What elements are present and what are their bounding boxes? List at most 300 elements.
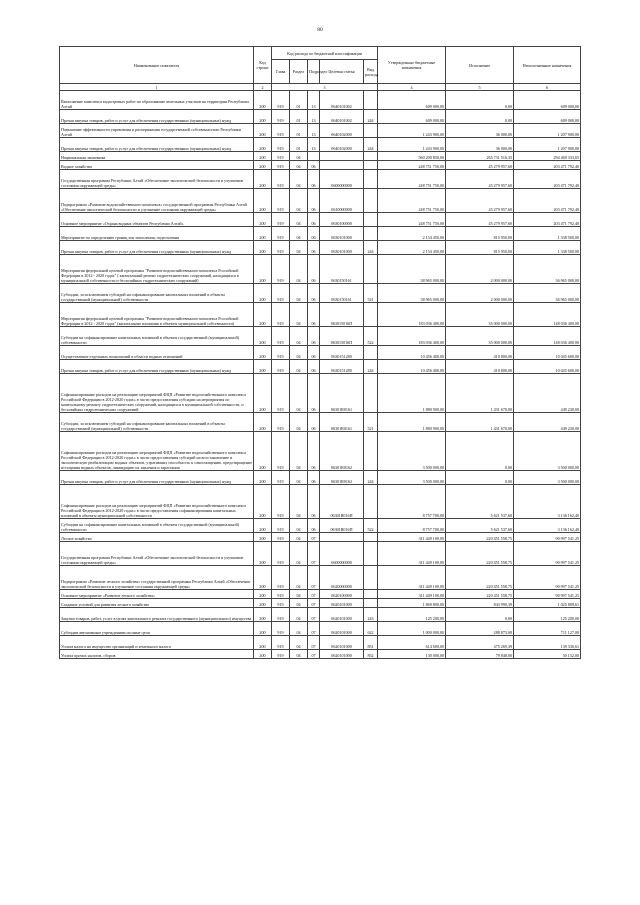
table-row [60,152,581,161]
row-razdel: 04 [290,374,308,413]
row-podrazdel: 06 [308,360,320,374]
header-razdel: Раздел [290,60,308,84]
row-name: Повышение эффективности управления и распоряжения государственной собственностью Республики Алтай [60,124,254,138]
row-target-item: 0600000000 [320,170,364,189]
row-name: Субсидии, за исключением субсидий на софинансирование капитальных вложений в объекты государственной (муниципальной) собственности [60,284,254,303]
row-approved: 248 751 750,00 [378,189,446,213]
row-expense-type [364,124,378,138]
row-name: Закупка товаров, работ, услуг в целях капитального ремонта государственного (муниципального) имущества [60,608,254,622]
row-glava: 919 [272,161,290,170]
row-razdel: 04 [290,170,308,189]
row-razdel: 04 [290,213,308,227]
row-glava: 919 [272,241,290,255]
row-unexecuted: 1 338 500,00 [514,241,581,255]
row-target-item: 06301R0161 [320,413,364,432]
row-approved: 1 243 900,00 [378,138,446,152]
row-podrazdel: 13 [308,110,320,124]
row-executed: 35 000 000,00 [446,327,514,346]
row-unexecuted: 609 000,00 [514,110,581,124]
row-unexecuted: 36 965 000,00 [514,284,581,303]
row-glava: 919 [272,622,290,636]
row-approved: 183 036 400,00 [378,327,446,346]
row-glava: 919 [272,255,290,284]
row-podrazdel: 06 [308,213,320,227]
row-glava: 919 [272,213,290,227]
row-unexecuted: 1 025 809,61 [514,599,581,608]
row-target-item: 0640101002 [320,91,364,110]
row-name: Мероприятия федеральной целевой программы "Развитие водохозяйственного комплекса Российской Федерации в 2012 - 2020 годах" ( капитальный ремонт гидротехнических сооружений, находящихся в муниципальной собственности и бесхозяйных гидротехнических сооружений) [60,255,254,284]
row-approved: 1 000 000,00 [378,622,446,636]
row-podrazdel: 06 [308,432,320,471]
row-target-item: 0640102000 [320,138,364,152]
row-target-item: 0630150161 [320,284,364,303]
row-name: Подпрограмма «Развитие водохозяйственного комплекса» государственной программы Республики Алтай «Обеспечение экологической безопасности и улучшение состояния окружающей среды» [60,189,254,213]
row-line-code: 200 [254,432,272,471]
row-unexecuted: 148 036 400,00 [514,327,581,346]
row-podrazdel: 06 [308,374,320,413]
row-name: Подпрограмма «Развитие лесного хозяйства» государственной программы Республики Алтай «Обеспечение экологической безопасности и улучшение состояния окружающей среды» [60,566,254,590]
row-executed: 45 279 957,60 [446,170,514,189]
row-target-item: 0630101000 [320,227,364,241]
row-glava: 919 [272,138,290,152]
row-podrazdel: 06 [308,255,320,284]
table-row [60,327,581,346]
row-name: Государственная программа Республики Алтай «Обеспечение экологической безопасности и улучшение состояния окружающей среды» [60,542,254,566]
row-name: Лесное хозяйство [60,533,254,542]
row-razdel: 01 [290,91,308,110]
row-podrazdel: 06 [308,241,320,255]
header-name: Наименование показателя [60,47,254,84]
row-expense-type [364,599,378,608]
row-approved: 2 154 450,00 [378,227,446,241]
row-glava: 919 [272,374,290,413]
row-executed: 288 873,00 [446,622,514,636]
row-glava: 919 [272,413,290,432]
row-executed: 410 800,00 [446,346,514,360]
row-unexecuted: 10 045 600,00 [514,360,581,374]
row-target-item: 0620000000 [320,566,364,590]
row-glava: 919 [272,170,290,189]
row-line-code: 200 [254,241,272,255]
row-approved: 248 751 750,00 [378,170,446,189]
row-unexecuted: 3 500 000,00 [514,471,581,485]
row-unexecuted: 3 500 000,00 [514,432,581,471]
row-glava: 919 [272,284,290,303]
column-number: 1 [60,84,254,91]
row-executed: 1 431 670,00 [446,374,514,413]
row-glava: 919 [272,542,290,566]
table-row [60,374,581,413]
row-target-item: 0630151280 [320,346,364,360]
row-razdel: 04 [290,303,308,327]
row-target-item: 063015016П [320,327,364,346]
row-name: Основное мероприятие «Развитие лесного хозяйства» [60,590,254,599]
row-expense-type [364,303,378,327]
row-approved: 183 036 400,00 [378,303,446,327]
row-podrazdel: 06 [308,284,320,303]
row-expense-type [364,161,378,170]
row-podrazdel: 06 [308,519,320,533]
row-name: Субсидии на софинансирование капитальных вложений в объекты государственной (муниципальной) собственности [60,327,254,346]
header-glava: Глава [272,60,290,84]
row-expense-type [364,542,378,566]
column-number: 4 [378,84,446,91]
table-row [60,471,581,485]
row-expense-type [364,170,378,189]
table-row [60,110,581,124]
column-number: 2 [254,84,272,91]
header-approved: Утвержденные бюджетные назначения [378,47,446,84]
table-row [60,485,581,519]
row-approved: 311 449 100,00 [378,533,446,542]
row-expense-type [364,566,378,590]
table-row [60,566,581,590]
row-expense-type [364,590,378,599]
row-expense-type [364,189,378,213]
row-approved: 248 751 750,00 [378,161,446,170]
row-name: Прочая закупка товаров, работ и услуг для обеспечения государственных (муниципальных) нужд [60,110,254,124]
row-podrazdel: 07 [308,533,320,542]
row-approved: 8 757 700,00 [378,485,446,519]
row-executed: 2 000 000,00 [446,255,514,284]
row-name: Софинансирование расходов на реализацию мероприятий ФЦП «Развитие водохозяйственного комплекса Российской Федерации в 2012-2020 годах» в части предоставления субсидий на восстановление и экологическую реабилитацию водных объектов, утративших способность к самоочищению, предотвращение истощения водных объектов, ликвидацию их заиления и зарастания [60,432,254,471]
row-target-item [320,161,364,170]
row-name: Софинансирование расходов на реализацию мероприятий ФЦП «Развитие водохозяйственного комплекса Российской Федерации в 2012-2020 годах» в части предоставления субсидии на мероприятия по капитальному ремонту гидротехнических сооружений, находящихся в муниципальной собственности, и бесхозяйных гидротехнических сооружений [60,374,254,413]
row-executed: 0,00 [446,432,514,471]
row-target-item: 06301R016П [320,519,364,533]
row-line-code: 200 [254,161,272,170]
row-target-item: 06301R016П [320,485,364,519]
row-line-code: 200 [254,636,272,650]
row-name: Субсидии, за исключением субсидий на софинансирование капитальных вложений в объекты государственной (муниципальной) собственности [60,413,254,432]
row-glava: 919 [272,227,290,241]
row-expense-type [364,346,378,360]
row-line-code: 200 [254,124,272,138]
row-podrazdel: 13 [308,91,320,110]
table-row [60,124,581,138]
row-expense-type [364,152,378,161]
table-row [60,432,581,471]
row-target-item: 0620101000 [320,608,364,622]
table-row [60,622,581,636]
row-glava: 919 [272,124,290,138]
row-expense-type: 243 [364,608,378,622]
row-razdel: 04 [290,413,308,432]
row-razdel: 04 [290,346,308,360]
row-executed: 410 800,00 [446,360,514,374]
header-unexecuted: Неисполненные назначения [514,47,581,84]
row-expense-type: 521 [364,284,378,303]
row-glava: 919 [272,485,290,519]
row-razdel: 04 [290,471,308,485]
row-unexecuted: 90 997 541,25 [514,542,581,566]
row-line-code: 200 [254,471,272,485]
row-line-code: 200 [254,327,272,346]
page-number: 80 [317,27,323,33]
row-glava: 919 [272,636,290,650]
row-executed: 475 269,39 [446,636,514,650]
row-executed: 45 279 957,60 [446,213,514,227]
row-glava: 919 [272,432,290,471]
row-line-code: 200 [254,608,272,622]
column-number: 6 [514,84,581,91]
table-row [60,533,581,542]
row-glava: 919 [272,519,290,533]
row-expense-type: 244 [364,241,378,255]
row-razdel: 04 [290,485,308,519]
row-executed: 2 000 000,00 [446,284,514,303]
header-line-code: Код строки [254,47,272,84]
column-number: 5 [446,84,514,91]
row-executed: 5 621 537,60 [446,519,514,533]
row-executed: 36 000,00 [446,138,514,152]
row-line-code: 200 [254,413,272,432]
row-executed: 815 950,00 [446,241,514,255]
row-approved: 130 000,00 [378,650,446,659]
row-razdel: 04 [290,599,308,608]
row-expense-type [364,91,378,110]
row-approved: 609 000,00 [378,91,446,110]
row-line-code: 200 [254,138,272,152]
row-executed: 1 431 670,00 [446,413,514,432]
row-name: Софинансирование расходов на реализацию мероприятий ФЦП «Развитие водохозяйственного комплекса Российской Федерации в 2012-2020 годах» в части предоставления софинансирования капитальных вложений в объекты муниципальной собственности [60,485,254,519]
row-line-code: 200 [254,650,272,659]
row-line-code: 200 [254,599,272,608]
table-row [60,608,581,622]
row-razdel: 04 [290,650,308,659]
row-approved: 248 751 750,00 [378,213,446,227]
row-expense-type [364,255,378,284]
table-row [60,189,581,213]
row-approved: 560 200 850,00 [378,152,446,161]
row-target-item: 0610000000 [320,189,364,213]
table-row [60,255,581,284]
row-approved: 3 500 000,00 [378,432,446,471]
row-target-item: 0620101000 [320,636,364,650]
row-razdel: 04 [290,590,308,599]
row-unexecuted: 3 136 162,40 [514,519,581,533]
row-executed: 45 279 957,60 [446,189,514,213]
row-approved: 38 965 000,00 [378,284,446,303]
header-podrazdel: Подраздел [308,60,320,84]
row-razdel: 04 [290,622,308,636]
row-name: Прочая закупка товаров, работ и услуг для обеспечения государственных (муниципальных) нужд [60,138,254,152]
row-unexecuted: 148 036 400,00 [514,303,581,327]
row-unexecuted: 203 471 792,40 [514,161,581,170]
row-target-item: 0630101000 [320,241,364,255]
row-approved: 1 880 900,00 [378,413,446,432]
row-podrazdel: 06 [308,170,320,189]
row-target-item: 0620101000 [320,622,364,636]
row-unexecuted: 203 471 792,40 [514,189,581,213]
row-target-item: 0620101000 [320,599,364,608]
row-target-item: 0620100000 [320,590,364,599]
row-podrazdel: 06 [308,303,320,327]
row-glava: 919 [272,608,290,622]
row-line-code: 200 [254,485,272,519]
row-razdel: 04 [290,255,308,284]
row-executed: 0,00 [446,471,514,485]
row-unexecuted: 609 000,00 [514,91,581,110]
header-expense-type: Вид расхода [364,60,378,84]
table-row [60,346,581,360]
row-executed: 220 451 558,75 [446,566,514,590]
row-unexecuted: 203 471 792,40 [514,213,581,227]
row-razdel: 04 [290,284,308,303]
row-line-code: 200 [254,152,272,161]
row-target-item: 06301R0162 [320,471,364,485]
row-podrazdel: 06 [308,413,320,432]
row-glava: 919 [272,110,290,124]
row-glava: 919 [272,590,290,599]
row-executed: 843 990,39 [446,599,514,608]
row-unexecuted: 125 200,00 [514,608,581,622]
table-row [60,284,581,303]
table-row [60,161,581,170]
row-line-code: 200 [254,346,272,360]
row-line-code: 200 [254,255,272,284]
row-name: Водное хозяйство [60,161,254,170]
table-row [60,636,581,650]
table-row [60,519,581,533]
row-line-code: 200 [254,622,272,636]
row-unexecuted: 10 045 600,00 [514,346,581,360]
row-executed: 79 848,00 [446,650,514,659]
row-podrazdel: 07 [308,542,320,566]
row-razdel: 04 [290,189,308,213]
row-name: Создание условий для развития лесного хозяйства [60,599,254,608]
row-expense-type: 852 [364,650,378,659]
row-razdel: 04 [290,519,308,533]
row-executed: 220 451 558,75 [446,590,514,599]
row-approved: 1 880 900,00 [378,374,446,413]
row-expense-type [364,374,378,413]
row-approved: 614 600,00 [378,636,446,650]
table-row [60,241,581,255]
row-approved: 311 449 100,00 [378,542,446,566]
row-podrazdel: 07 [308,566,320,590]
table-row [60,170,581,189]
row-podrazdel: 06 [308,189,320,213]
row-target-item: 063015016П [320,303,364,327]
row-executed: 815 950,00 [446,227,514,241]
row-target-item: 0620101000 [320,650,364,659]
row-approved: 10 456 400,00 [378,346,446,360]
column-number: 3 [272,84,378,91]
row-executed: 0,00 [446,91,514,110]
row-name: Мероприятия федеральной целевой программы "Развитие водохозяйственного комплекса Российской Федерации в 2012 - 2020 годах" (капитальные вложения в объекты муниципальной собственности) [60,303,254,327]
row-glava: 919 [272,152,290,161]
row-unexecuted: 1 338 500,00 [514,227,581,241]
row-razdel: 04 [290,636,308,650]
row-approved: 311 449 100,00 [378,590,446,599]
table-row [60,91,581,110]
row-approved: 1 869 800,00 [378,599,446,608]
row-name: Прочая закупка товаров, работ и услуг для обеспечения государственных (муниципальных) нужд [60,360,254,374]
row-podrazdel: 07 [308,599,320,608]
row-line-code: 200 [254,519,272,533]
row-unexecuted: 711 127,00 [514,622,581,636]
row-name: Выполнение комплекса кадастровых работ по образованию земельных участков на территории Республики Алтай [60,91,254,110]
row-podrazdel [308,152,320,161]
row-name: Осуществление отдельных полномочий в области водных отношений [60,346,254,360]
row-approved: 125 200,00 [378,608,446,622]
row-razdel: 04 [290,327,308,346]
row-razdel: 04 [290,152,308,161]
table-row [60,599,581,608]
row-name: Государственная программа Республики Алтай «Обеспечение экологической безопасности и улучшение состояния окружающей среды» [60,170,254,189]
row-name: Прочая закупка товаров, работ и услуг для обеспечения государственных (муниципальных) нужд [60,241,254,255]
row-line-code: 200 [254,227,272,241]
row-expense-type [364,227,378,241]
row-podrazdel: 06 [308,161,320,170]
row-razdel: 04 [290,608,308,622]
header-target-item: Целевая статья [320,60,364,84]
row-target-item: 0630151280 [320,360,364,374]
row-line-code: 200 [254,213,272,227]
row-executed: 36 000,00 [446,124,514,138]
table-row [60,138,581,152]
table-row [60,413,581,432]
row-name: Субсидии на софинансирование капитальных вложений в объекты государственной (муниципальной) собственности [60,519,254,533]
row-target-item: 06301R0162 [320,432,364,471]
row-razdel: 04 [290,161,308,170]
row-target-item: 0630100000 [320,213,364,227]
row-name: Основное мероприятие «Охрана водных объектов Республики Алтай» [60,213,254,227]
row-unexecuted: 203 471 792,40 [514,170,581,189]
row-name: Национальная экономика [60,152,254,161]
row-target-item: 06301R0161 [320,374,364,413]
row-approved: 311 449 100,00 [378,566,446,590]
row-name: Прочая закупка товаров, работ и услуг для обеспечения государственных (муниципальных) нужд [60,471,254,485]
row-target-item: 0640102000 [320,124,364,138]
row-podrazdel: 06 [308,327,320,346]
row-unexecuted: 36 965 000,00 [514,255,581,284]
row-glava: 919 [272,327,290,346]
budget-execution-table [59,46,581,659]
row-executed: 220 451 558,75 [446,542,514,566]
row-line-code: 200 [254,566,272,590]
row-razdel: 04 [290,241,308,255]
row-unexecuted: 449 230,00 [514,374,581,413]
row-unexecuted: 449 230,00 [514,413,581,432]
row-approved: 609 000,00 [378,110,446,124]
row-glava: 919 [272,303,290,327]
row-target-item: 0600000000 [320,542,364,566]
header-budget-code-group: Код расхода по бюджетной классификации [272,47,378,60]
row-target-item [320,533,364,542]
row-expense-type: 522 [364,519,378,533]
table-row [60,542,581,566]
row-line-code: 200 [254,284,272,303]
row-unexecuted: 1 207 900,00 [514,124,581,138]
row-podrazdel: 06 [308,227,320,241]
row-expense-type: 851 [364,636,378,650]
row-target-item [320,152,364,161]
row-approved: 10 456 400,00 [378,360,446,374]
row-podrazdel: 06 [308,485,320,519]
row-line-code: 200 [254,590,272,599]
row-podrazdel: 07 [308,636,320,650]
row-unexecuted: 90 997 541,25 [514,590,581,599]
row-podrazdel: 07 [308,650,320,659]
row-glava: 919 [272,566,290,590]
row-glava: 919 [272,599,290,608]
row-unexecuted: 3 136 162,40 [514,485,581,519]
row-line-code: 200 [254,170,272,189]
row-line-code: 200 [254,189,272,213]
table-row [60,227,581,241]
